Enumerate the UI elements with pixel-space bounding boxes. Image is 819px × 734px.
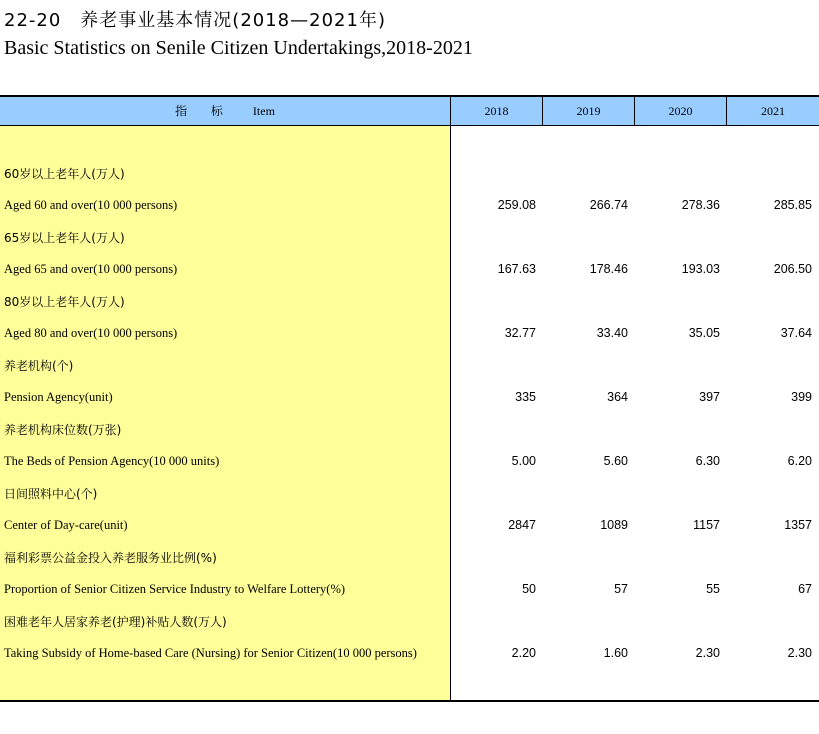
statistics-table bbox=[0, 95, 819, 701]
cell-2021: 399 bbox=[791, 390, 812, 404]
cell-2020: 2.30 bbox=[695, 646, 720, 660]
cell-2020: 6.30 bbox=[695, 454, 720, 468]
cell-2020: 35.05 bbox=[688, 326, 720, 340]
table-row bbox=[0, 454, 819, 474]
table-row bbox=[0, 198, 819, 218]
cell-2019: 33.40 bbox=[596, 326, 628, 340]
row-label-cn: 日间照料中心(个) bbox=[4, 487, 98, 501]
table-row bbox=[0, 326, 819, 346]
row-label-en: Center of Day-care(unit) bbox=[4, 518, 128, 532]
table-header bbox=[0, 97, 819, 126]
table-row bbox=[0, 518, 819, 538]
row-label-en: Proportion of Senior Citizen Service Industry to Welfare Lottery(%) bbox=[4, 582, 346, 596]
row-label-cn: 80岁以上老年人(万人) bbox=[4, 295, 125, 309]
cell-2020: 397 bbox=[699, 390, 720, 404]
cell-2018: 259.08 bbox=[497, 198, 536, 212]
row-label-cn: 困难老年人居家养老(护理)补贴人数(万人) bbox=[4, 615, 227, 629]
cell-2019: 5.60 bbox=[603, 454, 628, 468]
cell-2018: 5.00 bbox=[511, 454, 536, 468]
header-year: 2018 bbox=[451, 97, 543, 125]
row-label-cn: 65岁以上老年人(万人) bbox=[4, 231, 125, 245]
table-row-cn bbox=[0, 357, 819, 377]
cell-2018: 50 bbox=[522, 582, 536, 596]
header-year: 2021 bbox=[761, 104, 785, 118]
row-label-cn: 60岁以上老年人(万人) bbox=[4, 167, 125, 181]
header-item-cn: 指 标 bbox=[175, 104, 233, 118]
header-item bbox=[0, 97, 451, 125]
table-row bbox=[0, 646, 819, 666]
cell-2019: 266.74 bbox=[589, 198, 628, 212]
row-label-en: Pension Agency(unit) bbox=[4, 390, 113, 404]
row-label-cn: 福利彩票公益金投入养老服务业比例(%) bbox=[4, 551, 217, 565]
page-title-cn: 22-20 养老事业基本情况(2018—2021年) bbox=[4, 10, 386, 31]
cell-2018: 32.77 bbox=[504, 326, 536, 340]
row-label-cn: 养老机构(个) bbox=[4, 359, 74, 373]
cell-2020: 55 bbox=[706, 582, 720, 596]
row-label-en: Aged 65 and over(10 000 persons) bbox=[4, 262, 178, 276]
cell-2019: 57 bbox=[614, 582, 628, 596]
row-label-en: Taking Subsidy of Home-based Care (Nursing) for Senior Citizen(10 000 persons) bbox=[4, 646, 417, 660]
cell-2020: 278.36 bbox=[681, 198, 720, 212]
row-label-en: The Beds of Pension Agency(10 000 units) bbox=[4, 454, 220, 468]
cell-2021: 37.64 bbox=[780, 326, 812, 340]
cell-2021: 206.50 bbox=[773, 262, 812, 276]
cell-2021: 6.20 bbox=[787, 454, 812, 468]
cell-2019: 364 bbox=[607, 390, 628, 404]
cell-2018: 335 bbox=[515, 390, 536, 404]
cell-2020: 193.03 bbox=[681, 262, 720, 276]
page-title-en: Basic Statistics on Senile Citizen Undertakings,2018-2021 bbox=[4, 37, 473, 59]
header-year: 2019 bbox=[543, 97, 635, 125]
table-row-cn bbox=[0, 229, 819, 249]
header-item-en: Item bbox=[252, 104, 275, 118]
table-row bbox=[0, 390, 819, 410]
cell-2020: 1157 bbox=[693, 518, 720, 532]
row-label-en: Aged 80 and over(10 000 persons) bbox=[4, 326, 178, 340]
header-year: 2020 bbox=[635, 97, 727, 125]
cell-2019: 1.60 bbox=[603, 646, 628, 660]
table-row-cn bbox=[0, 485, 819, 505]
table-row-cn bbox=[0, 613, 819, 633]
cell-2019: 1089 bbox=[600, 518, 628, 532]
cell-2018: 2847 bbox=[508, 518, 536, 532]
cell-2021: 67 bbox=[798, 582, 812, 596]
cell-2021: 2.30 bbox=[787, 646, 812, 660]
table-row bbox=[0, 582, 819, 602]
cell-2021: 285.85 bbox=[773, 198, 812, 212]
table-row bbox=[0, 262, 819, 282]
row-label-en: Aged 60 and over(10 000 persons) bbox=[4, 198, 178, 212]
cell-2021: 1357 bbox=[784, 518, 812, 532]
cell-2019: 178.46 bbox=[589, 262, 628, 276]
cell-2018: 2.20 bbox=[511, 646, 536, 660]
table-row-cn bbox=[0, 165, 819, 185]
table-row-cn bbox=[0, 421, 819, 441]
table-row-cn bbox=[0, 293, 819, 313]
table-row-cn bbox=[0, 549, 819, 569]
row-label-cn: 养老机构床位数(万张) bbox=[4, 423, 122, 437]
table-bottom-rule bbox=[0, 700, 819, 702]
cell-2018: 167.63 bbox=[497, 262, 536, 276]
